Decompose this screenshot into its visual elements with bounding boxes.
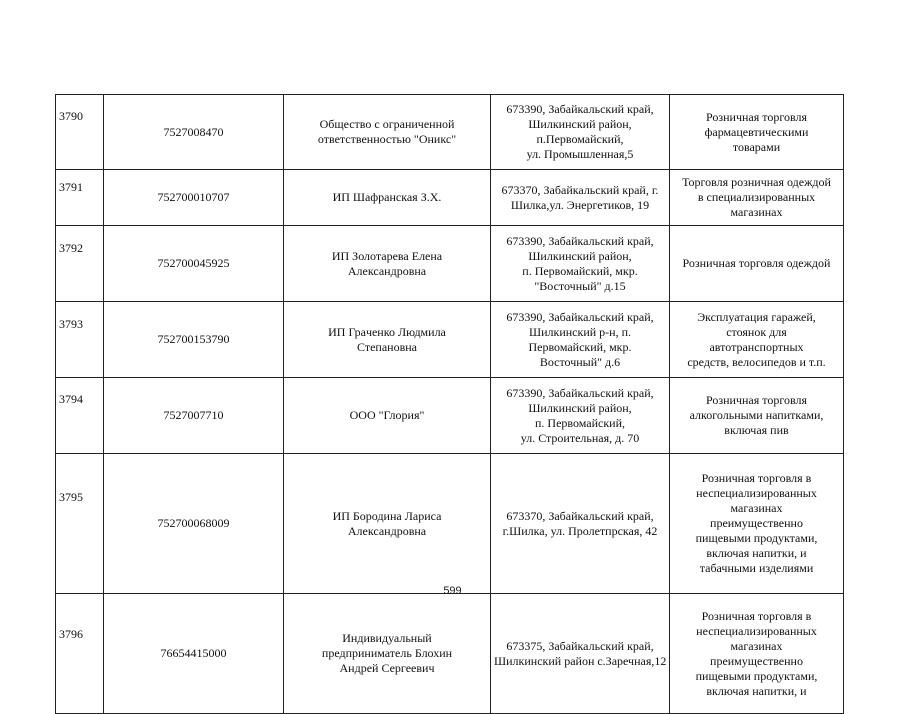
address-cell bbox=[491, 378, 670, 454]
address-cell-line: Шилкинский район, bbox=[528, 117, 632, 131]
table-row bbox=[56, 594, 844, 714]
activity-cell-line: включая напитки, и bbox=[706, 683, 807, 698]
address-cell-line: 673370, Забайкальский край, г. bbox=[501, 182, 659, 197]
organization-name-cell-line: ИП Грaченко Людмила bbox=[328, 324, 446, 339]
inn-cell: 752700068009 bbox=[104, 454, 284, 594]
row-number-cell: 3791 bbox=[56, 170, 104, 226]
table-row bbox=[56, 302, 844, 378]
table-row bbox=[56, 95, 844, 170]
inn-cell: 752700010707 bbox=[104, 170, 284, 226]
activity-cell-line: пищевыми продуктами, bbox=[695, 531, 818, 545]
address-cell-line: 673390, Забайкальский край, bbox=[506, 385, 654, 400]
row-number-cell: 3795 bbox=[56, 454, 104, 594]
address-cell-line: 673370, Забайкальский край, bbox=[506, 508, 654, 523]
table-row bbox=[56, 226, 844, 302]
organization-name-cell-line: Андрей Сергеевич bbox=[339, 661, 435, 675]
page-number: 599 bbox=[443, 585, 462, 597]
address-cell-line: Восточный" д.6 bbox=[539, 354, 621, 369]
address-cell-line: 673375, Забайкальский край, bbox=[506, 638, 654, 653]
address-cell-line: 673390, Забайкальский край, bbox=[506, 309, 654, 324]
activity-cell-line: преимущественно bbox=[710, 516, 803, 530]
activity-cell-line: неспециализированных bbox=[696, 486, 817, 500]
organization-name-cell bbox=[284, 378, 491, 454]
address-cell-line: 673390, Забайкальский край, bbox=[506, 233, 654, 248]
organization-name-cell bbox=[284, 170, 491, 226]
row-number-cell: 3793 bbox=[56, 302, 104, 378]
activity-cell bbox=[670, 302, 844, 378]
activity-cell bbox=[670, 378, 844, 454]
address-cell-line: п. Первомайский, мкр. bbox=[522, 263, 638, 278]
activity-cell-line: алкогольными напитками, bbox=[689, 408, 824, 422]
row-number-cell: 3792 bbox=[56, 226, 104, 302]
activity-cell-line: Розничная торговля в bbox=[701, 471, 812, 485]
organization-name-cell-line: Александровна bbox=[347, 263, 427, 278]
organization-name-cell-line: ИП Золотарева Елена bbox=[331, 248, 443, 263]
inn-cell: 752700045925 bbox=[104, 226, 284, 302]
address-cell bbox=[491, 454, 670, 594]
organization-name-cell-line: Александровна bbox=[347, 523, 427, 538]
address-cell-line: 673390, Забайкальский край, bbox=[506, 102, 654, 116]
address-cell-line: Шилкинский район, bbox=[528, 400, 632, 415]
activity-cell-line: преимущественно bbox=[710, 653, 803, 668]
address-cell bbox=[491, 226, 670, 302]
activity-cell-line: фармацевтическими bbox=[704, 124, 809, 139]
organization-name-cell-line: ООО "Глория" bbox=[349, 408, 425, 422]
inn-cell: 752700153790 bbox=[104, 302, 284, 378]
address-cell-line: Первомайский, мкр. bbox=[528, 339, 632, 354]
address-cell-line: Шилкинский р-н, п. bbox=[528, 324, 632, 339]
registry-table-body bbox=[56, 95, 844, 714]
address-cell-line: "Восточный" д.15 bbox=[534, 278, 626, 293]
organization-name-cell bbox=[284, 226, 491, 302]
table-row bbox=[56, 378, 844, 454]
address-cell-line: ул. Строительная, д. 70 bbox=[520, 430, 640, 445]
activity-cell-line: пищевыми продуктами, bbox=[695, 668, 818, 683]
organization-name-cell-line: ответственностью "Оникс" bbox=[317, 132, 457, 146]
address-cell-line: г.Шилка, ул. Пролетпрская, 42 bbox=[502, 523, 658, 538]
activity-cell-line: неспециализированных bbox=[696, 623, 817, 638]
organization-name-cell-line: Общество с ограниченной bbox=[319, 117, 455, 131]
table-row bbox=[56, 454, 844, 594]
organization-name-cell bbox=[284, 454, 491, 594]
table-row bbox=[56, 170, 844, 226]
activity-cell bbox=[670, 226, 844, 302]
row-number-cell: 3794 bbox=[56, 378, 104, 454]
organization-name-cell-line: предприниматель Блохин bbox=[321, 646, 453, 660]
activity-cell-line: Розничная торговля bbox=[706, 393, 807, 407]
activity-cell-line: магазинах bbox=[730, 638, 783, 653]
activity-cell-line: автотранспортных bbox=[709, 339, 804, 354]
inn-cell: 76654415000 bbox=[104, 594, 284, 714]
organization-name-cell-line: ИП Шафранская З.Х. bbox=[332, 190, 442, 204]
address-cell-line: ул. Промышленная,5 bbox=[526, 147, 634, 161]
row-number-cell: 3790 bbox=[56, 95, 104, 170]
inn-cell: 7527008470 bbox=[104, 95, 284, 170]
organization-name-cell-line: Индивидуальный bbox=[342, 631, 432, 645]
activity-cell-line: в специализированных bbox=[697, 190, 816, 204]
organization-name-cell bbox=[284, 95, 491, 170]
address-cell bbox=[491, 594, 670, 714]
inn-cell: 7527007710 bbox=[104, 378, 284, 454]
address-cell bbox=[491, 170, 670, 226]
activity-cell-line: табачными изделиями bbox=[699, 561, 814, 575]
activity-cell bbox=[670, 95, 844, 170]
activity-cell-line: включая пив bbox=[724, 423, 789, 437]
activity-cell-line: включая напитки, и bbox=[706, 546, 807, 560]
activity-cell-line: магазинах bbox=[730, 501, 783, 515]
address-cell-line: Шилкинский район с.Заречная,12 bbox=[494, 653, 667, 668]
address-cell-line: п.Первомайский, bbox=[536, 132, 624, 146]
activity-cell-line: Розничная торговля одеждой bbox=[682, 256, 831, 270]
activity-cell-line: Эксплуатация гаражей, bbox=[697, 309, 816, 324]
organization-name-cell bbox=[284, 302, 491, 378]
activity-cell-line: средств, велосипедов и т.п. bbox=[687, 354, 826, 369]
activity-cell bbox=[670, 594, 844, 714]
address-cell bbox=[491, 95, 670, 170]
registry-table bbox=[55, 94, 844, 714]
activity-cell bbox=[670, 454, 844, 594]
activity-cell-line: Розничная торговля в bbox=[701, 608, 812, 623]
activity-cell-line: стоянок для bbox=[726, 324, 787, 339]
organization-name-cell-line: ИП Бородина Лариса bbox=[332, 508, 442, 523]
activity-cell-line: Торговля розничная одеждой bbox=[682, 175, 831, 189]
activity-cell bbox=[670, 170, 844, 226]
organization-name-cell bbox=[284, 594, 491, 714]
address-cell-line: Шилка,ул. Энергетиков, 19 bbox=[510, 197, 650, 212]
activity-cell-line: товарами bbox=[732, 139, 781, 154]
address-cell-line: п. Первомайский, bbox=[534, 415, 626, 430]
activity-cell-line: Розничная торговля bbox=[706, 109, 807, 124]
address-cell-line: Шилкинский район, bbox=[528, 248, 632, 263]
organization-name-cell-line: Степановна bbox=[357, 339, 417, 354]
address-cell bbox=[491, 302, 670, 378]
row-number-cell: 3796 bbox=[56, 594, 104, 714]
activity-cell-line: магазинах bbox=[730, 205, 783, 219]
